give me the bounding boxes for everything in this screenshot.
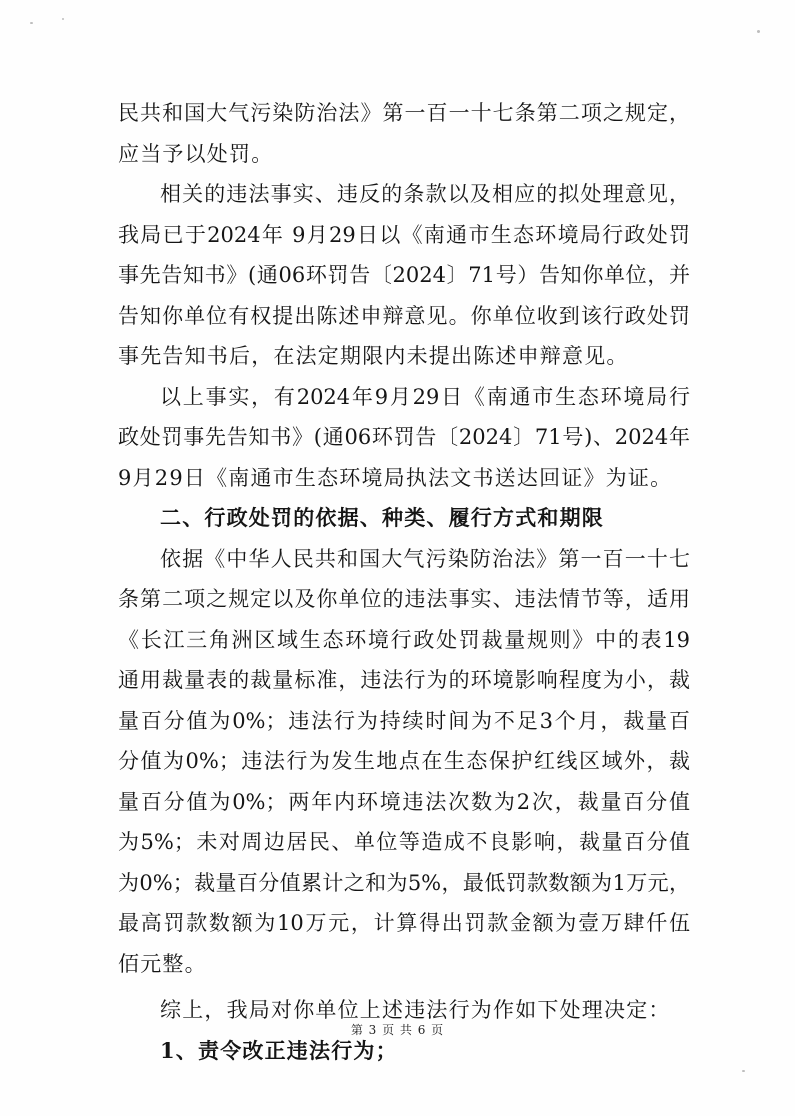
text-line: 量百分值为0%；违法行为持续时间为不足3个月，裁量百	[118, 708, 690, 733]
scan-speck	[30, 22, 33, 24]
text-line: 为0%；裁量百分值累计之和为5%，最低罚款数额为1万元，	[118, 870, 690, 895]
text-line: 佰元整。	[118, 951, 207, 976]
text-line: 9月29日《南通市生态环境局执法文书送达回证》为证。	[118, 465, 673, 490]
scan-speck	[757, 30, 760, 33]
text-line: 政处罚事先告知书》(通06环罚告〔2024〕71号)、2024年	[118, 425, 690, 449]
text-line: 事先告知书后，在法定期限内未提出陈述申辩意见。	[118, 344, 629, 368]
text-line: 依据《中华人民共和国大气污染防治法》第一百一十七	[160, 546, 690, 571]
scan-speck	[62, 18, 64, 20]
scan-speck	[742, 1070, 745, 1072]
text-line: 为5%；未对周边居民、单位等造成不良影响，裁量百分值	[118, 830, 690, 854]
decision-item: 1、责令改正违法行为；	[160, 1037, 398, 1063]
text-line: 最高罚款数额为10万元，计算得出罚款金额为壹万肆仟伍	[118, 911, 690, 935]
text-line: 通用裁量表的裁量标准，违法行为的环境影响程度为小，裁	[118, 668, 690, 692]
text-line: 分值为0%；违法行为发生地点在生态保护红线区域外，裁	[118, 749, 690, 773]
text-line: 以上事实，有2024年9月29日《南通市生态环境局行	[160, 384, 690, 409]
text-line: 相关的违法事实、违反的条款以及相应的拟处理意见，	[160, 182, 690, 206]
text-line: 事先告知书》(通06环罚告〔2024〕71号）告知你单位，并	[118, 263, 690, 287]
text-line: 我局已于2024年 9月29日以《南通市生态环境局行政处罚	[118, 222, 690, 247]
text-line: 民共和国大气污染防治法》第一百一十七条第二项之规定，	[118, 101, 690, 125]
document-body	[118, 93, 690, 1071]
text-line: 综上，我局对你单位上述违法行为作如下处理决定：	[160, 998, 671, 1022]
text-line: 条第二项之规定以及你单位的违法事实、违法情节等，适用	[118, 587, 690, 611]
text-line: 量百分值为0%；两年内环境违法次数为2次，裁量百分值	[118, 789, 690, 814]
text-line: 应当予以处罚。	[118, 141, 274, 166]
text-line: 《长江三角洲区域生态环境行政处罚裁量规则》中的表19	[118, 627, 690, 652]
section-heading: 二、行政处罚的依据、种类、履行方式和期限	[160, 505, 604, 530]
page-number-footer: 第 3 页 共 6 页	[350, 1023, 445, 1037]
text-line: 告知你单位有权提出陈述申辩意见。你单位收到该行政处罚	[118, 303, 690, 328]
